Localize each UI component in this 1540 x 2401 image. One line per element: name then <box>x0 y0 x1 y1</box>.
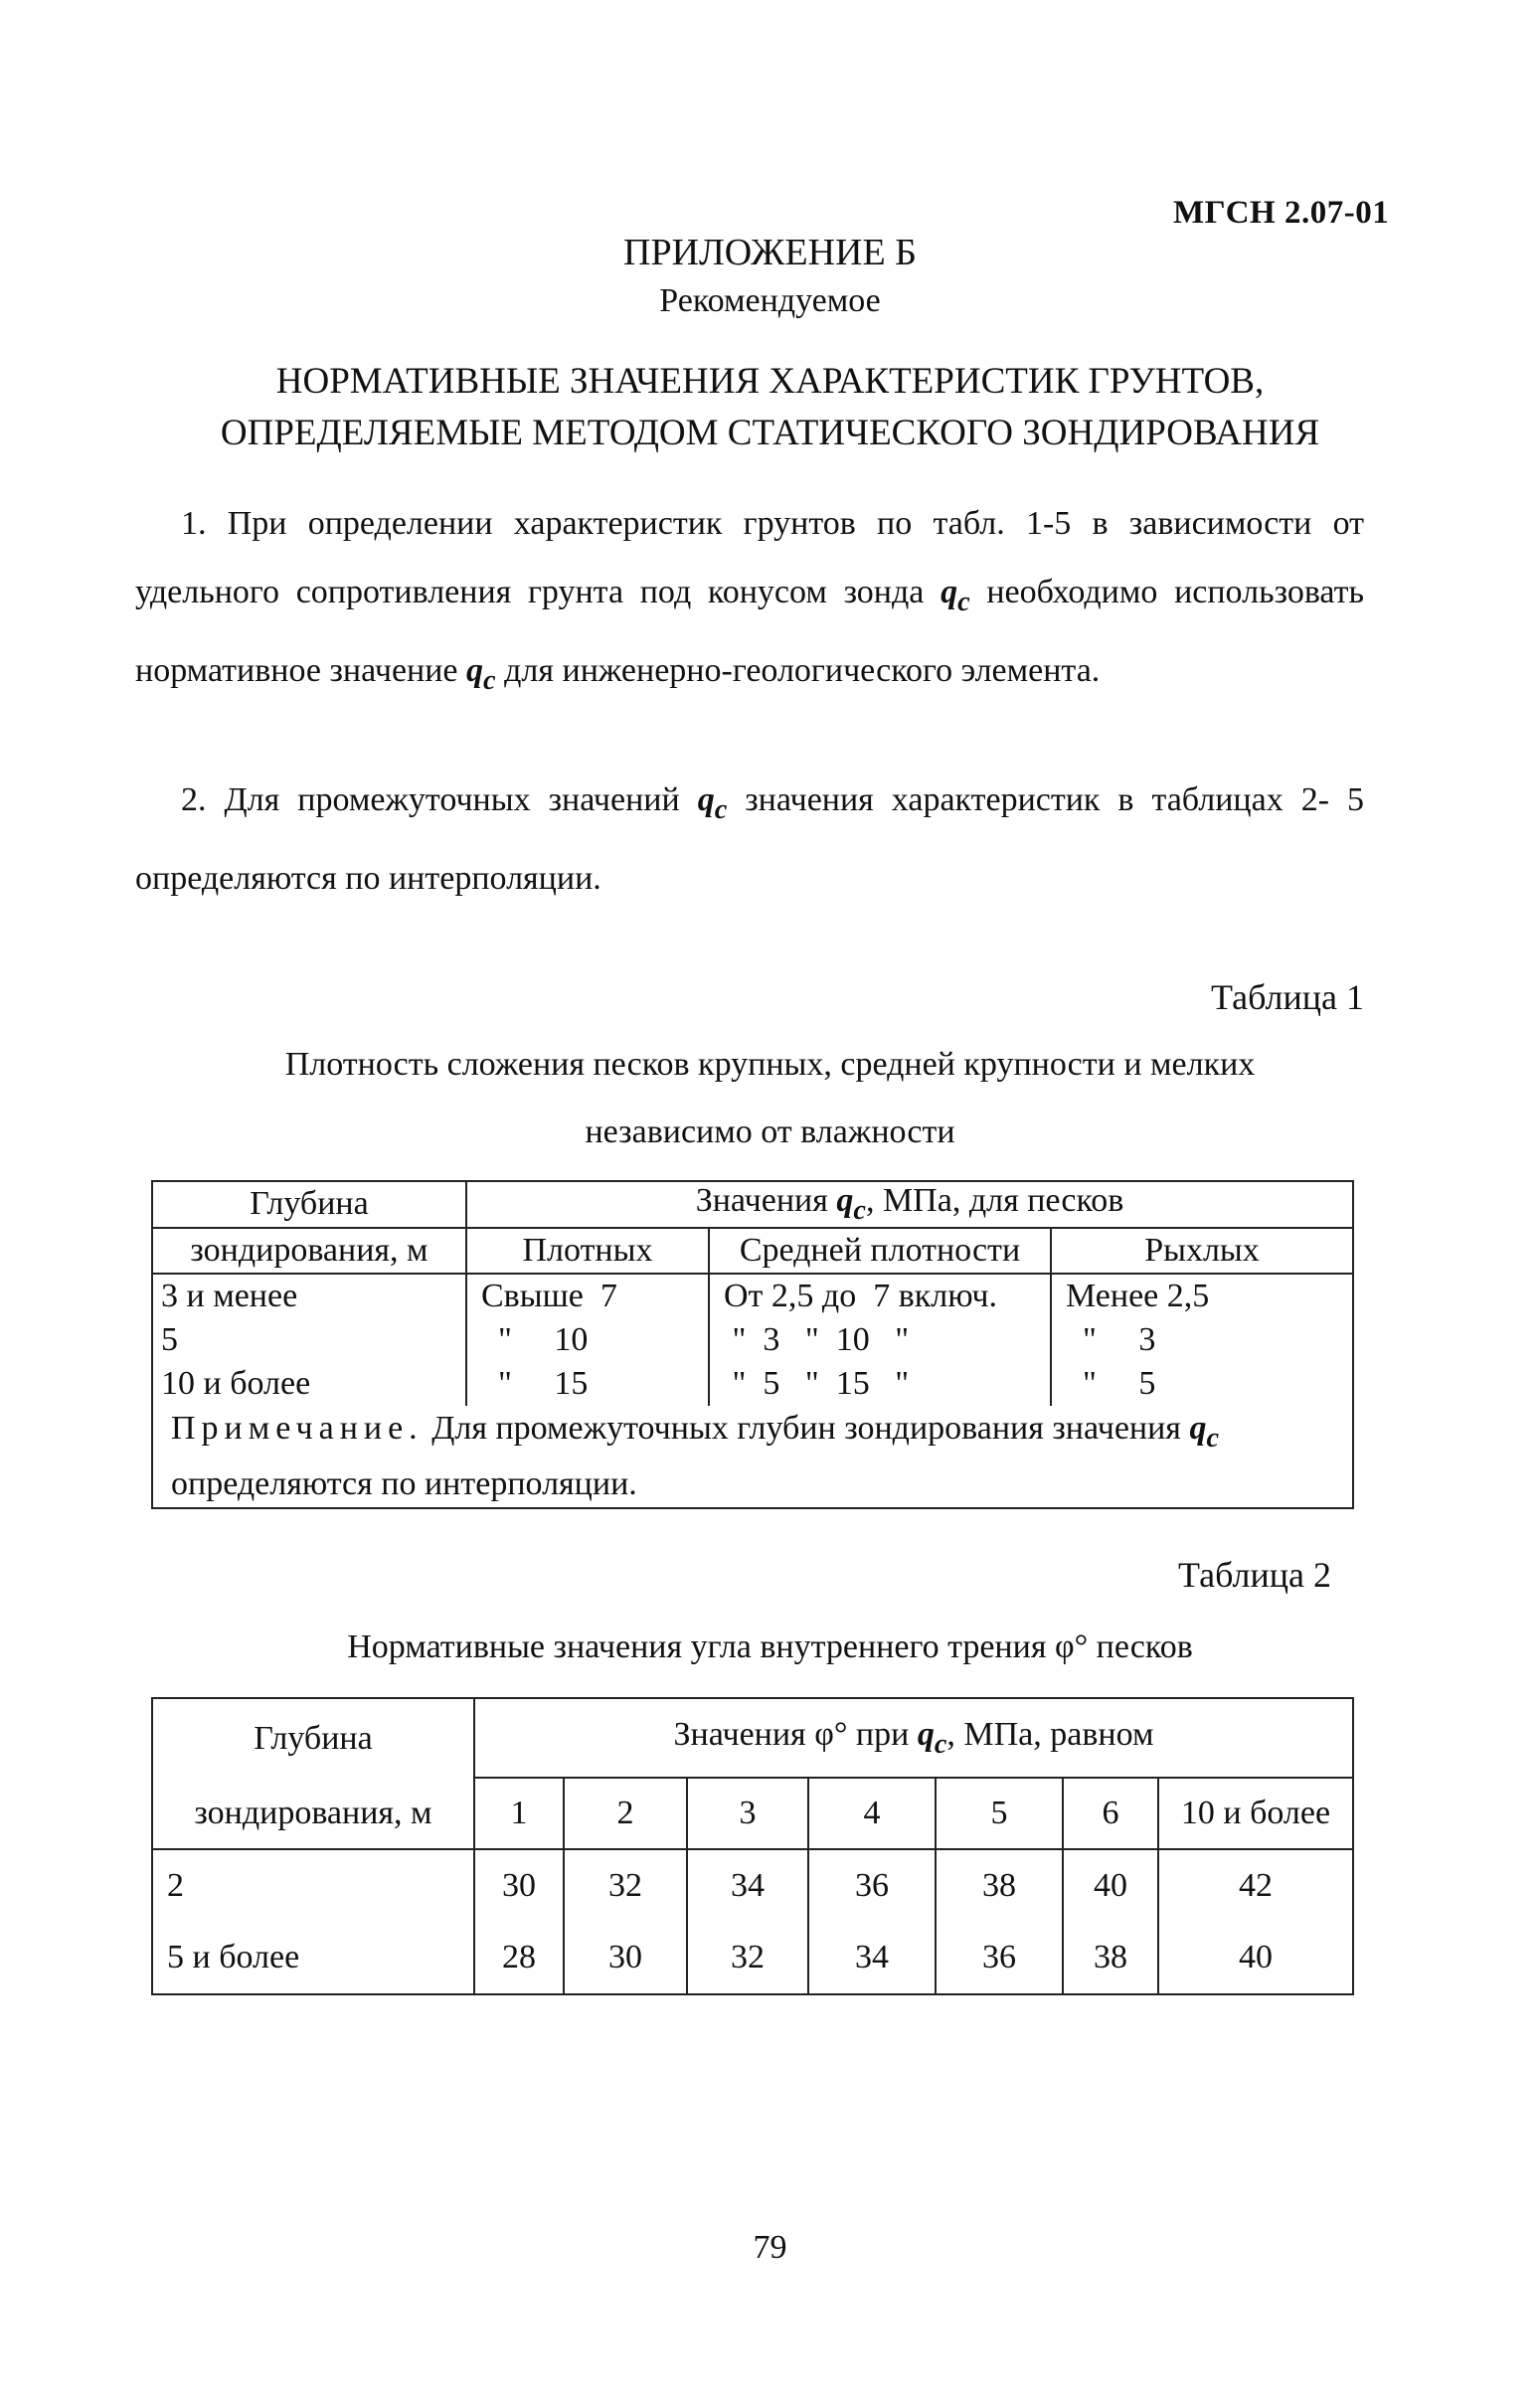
table-2-col-qc: 6 <box>1063 1778 1158 1849</box>
table-1-note: Примечание. Для промежуточных глубин зондирования значения $q_c$ определяются по интерполяции. <box>152 1406 1353 1508</box>
qc-subscript: c <box>957 586 970 617</box>
table-2-col-qc: 5 <box>936 1778 1063 1849</box>
table-2-cell: 40 <box>1158 1922 1353 1994</box>
page-number: 79 <box>753 2229 787 2266</box>
qc-letter: q <box>697 781 715 818</box>
table-2-header-values: Значения φ° при $q_c$, МПа, равном <box>474 1698 1353 1778</box>
document-code: МГСН 2.07-01 <box>1173 195 1390 231</box>
paragraph-1-text-a: 1. При определении характеристик грунтов по табл. 1-5 в зависимости от удельного сопротивления грунта под конусом зонда <box>135 505 1364 610</box>
table-1-col-dense: Плотных <box>466 1228 709 1274</box>
table-1-cell-medium: От 2,5 до 7 включ. <box>709 1274 1051 1318</box>
table-2-cell: 28 <box>474 1922 564 1994</box>
table-2-cell: 34 <box>808 1922 936 1994</box>
note-label: Примечание. <box>171 1409 424 1447</box>
table-2-header-depth: Глубина <box>152 1698 474 1778</box>
paragraph-1-text-c: для инженерно-геологического элемента. <box>495 651 1101 689</box>
table-2-cell: 38 <box>1063 1922 1158 1994</box>
qc-subscript: c <box>714 793 728 825</box>
qc-symbol <box>941 574 970 617</box>
table-2-cell: 32 <box>564 1849 687 1922</box>
table-1-cell-dense: Свыше 7 <box>466 1274 709 1318</box>
table-2-cell: 32 <box>687 1922 808 1994</box>
paragraph-2-text-b: значения характеристик в таблицах 2- 5 определяются по интерполяции. <box>135 781 1364 897</box>
table-2-cell-depth: 5 и более <box>152 1922 474 1994</box>
table-1-cell-depth: 5 <box>152 1318 466 1362</box>
table-1-cell-dense: " 10 <box>466 1318 709 1362</box>
table-2-cell: 38 <box>936 1849 1063 1922</box>
table-2-label: Таблица 2 <box>1178 1555 1331 1595</box>
table-1-cell-medium: " 5 " 15 " <box>709 1362 1051 1406</box>
table-1-cell-depth: 3 и менее <box>152 1274 466 1318</box>
table-row <box>152 1274 1353 1318</box>
table-row <box>152 1849 1353 1922</box>
table-1-header-depth: Глубина <box>152 1181 466 1228</box>
table-1-col-medium: Средней плотности <box>709 1228 1051 1274</box>
table-row <box>152 1318 1353 1362</box>
table-1-cell-dense: " 15 <box>466 1362 709 1406</box>
table-row <box>152 1362 1353 1406</box>
table-2-header-depth-line-2: зондирования, м <box>152 1778 474 1849</box>
table-2-cell: 40 <box>1063 1849 1158 1922</box>
paragraph-2-text-a: 2. Для промежуточных значений <box>181 781 698 818</box>
table-1-cell-loose: " 3 <box>1051 1318 1353 1362</box>
table-2-col-qc: 10 и более <box>1158 1778 1353 1849</box>
table-1-caption-line-2: независимо от влажности <box>585 1114 955 1150</box>
table-1-caption-line-1: Плотность сложения песков крупных, средней крупности и мелких <box>284 1046 1256 1083</box>
table-2-col-qc: 2 <box>564 1778 687 1849</box>
table-1-cell-loose: " 5 <box>1051 1362 1353 1406</box>
qc-letter: q <box>941 574 958 610</box>
table-2-cell-depth: 2 <box>152 1849 474 1922</box>
table-2-caption: Нормативные значения угла внутреннего трения φ° песков <box>347 1629 1193 1665</box>
qc-letter: q <box>466 651 484 689</box>
appendix-subtitle: Рекомендуемое <box>659 282 881 319</box>
appendix-title: ПРИЛОЖЕНИЕ Б <box>623 232 917 273</box>
table-2-cell: 36 <box>936 1922 1063 1994</box>
table-1-header-depth-line-2: зондирования, м <box>152 1228 466 1274</box>
table-2 <box>151 1697 1354 1995</box>
table-2-cell: 42 <box>1158 1849 1353 1922</box>
paragraph-1 <box>135 489 1364 715</box>
qc-subscript: c <box>483 664 496 696</box>
table-2-cell: 30 <box>474 1849 564 1922</box>
main-title-line-1: НОРМАТИВНЫЕ ЗНАЧЕНИЯ ХАРАКТЕРИСТИК ГРУНТОВ, <box>275 361 1265 402</box>
table-1-cell-medium: " 3 " 10 " <box>709 1318 1051 1362</box>
table-2-cell: 36 <box>808 1849 936 1922</box>
qc-symbol <box>697 781 728 825</box>
table-2-col-qc: 1 <box>474 1778 564 1849</box>
table-row <box>152 1922 1353 1994</box>
table-1-col-loose: Рыхлых <box>1051 1228 1353 1274</box>
qc-symbol <box>466 651 496 696</box>
table-2-cell: 34 <box>687 1849 808 1922</box>
main-title-line-2: ОПРЕДЕЛЯЕМЫЕ МЕТОДОМ СТАТИЧЕСКОГО ЗОНДИРОВАНИЯ <box>220 413 1320 453</box>
paragraph-1-text-b: необходимо использовать нормативное значение <box>135 574 1364 689</box>
table-1 <box>151 1180 1354 1509</box>
table-2-cell: 30 <box>564 1922 687 1994</box>
table-1-cell-loose: Менее 2,5 <box>1051 1274 1353 1318</box>
table-1-label: Таблица 1 <box>1211 977 1364 1017</box>
table-2-col-qc: 4 <box>808 1778 936 1849</box>
table-1-header-values: Значения $q_c$, МПа, для песков <box>466 1181 1353 1228</box>
table-1-cell-depth: 10 и более <box>152 1362 466 1406</box>
main-title <box>0 356 1540 459</box>
table-2-col-qc: 3 <box>687 1778 808 1849</box>
paragraph-2 <box>135 766 1364 913</box>
